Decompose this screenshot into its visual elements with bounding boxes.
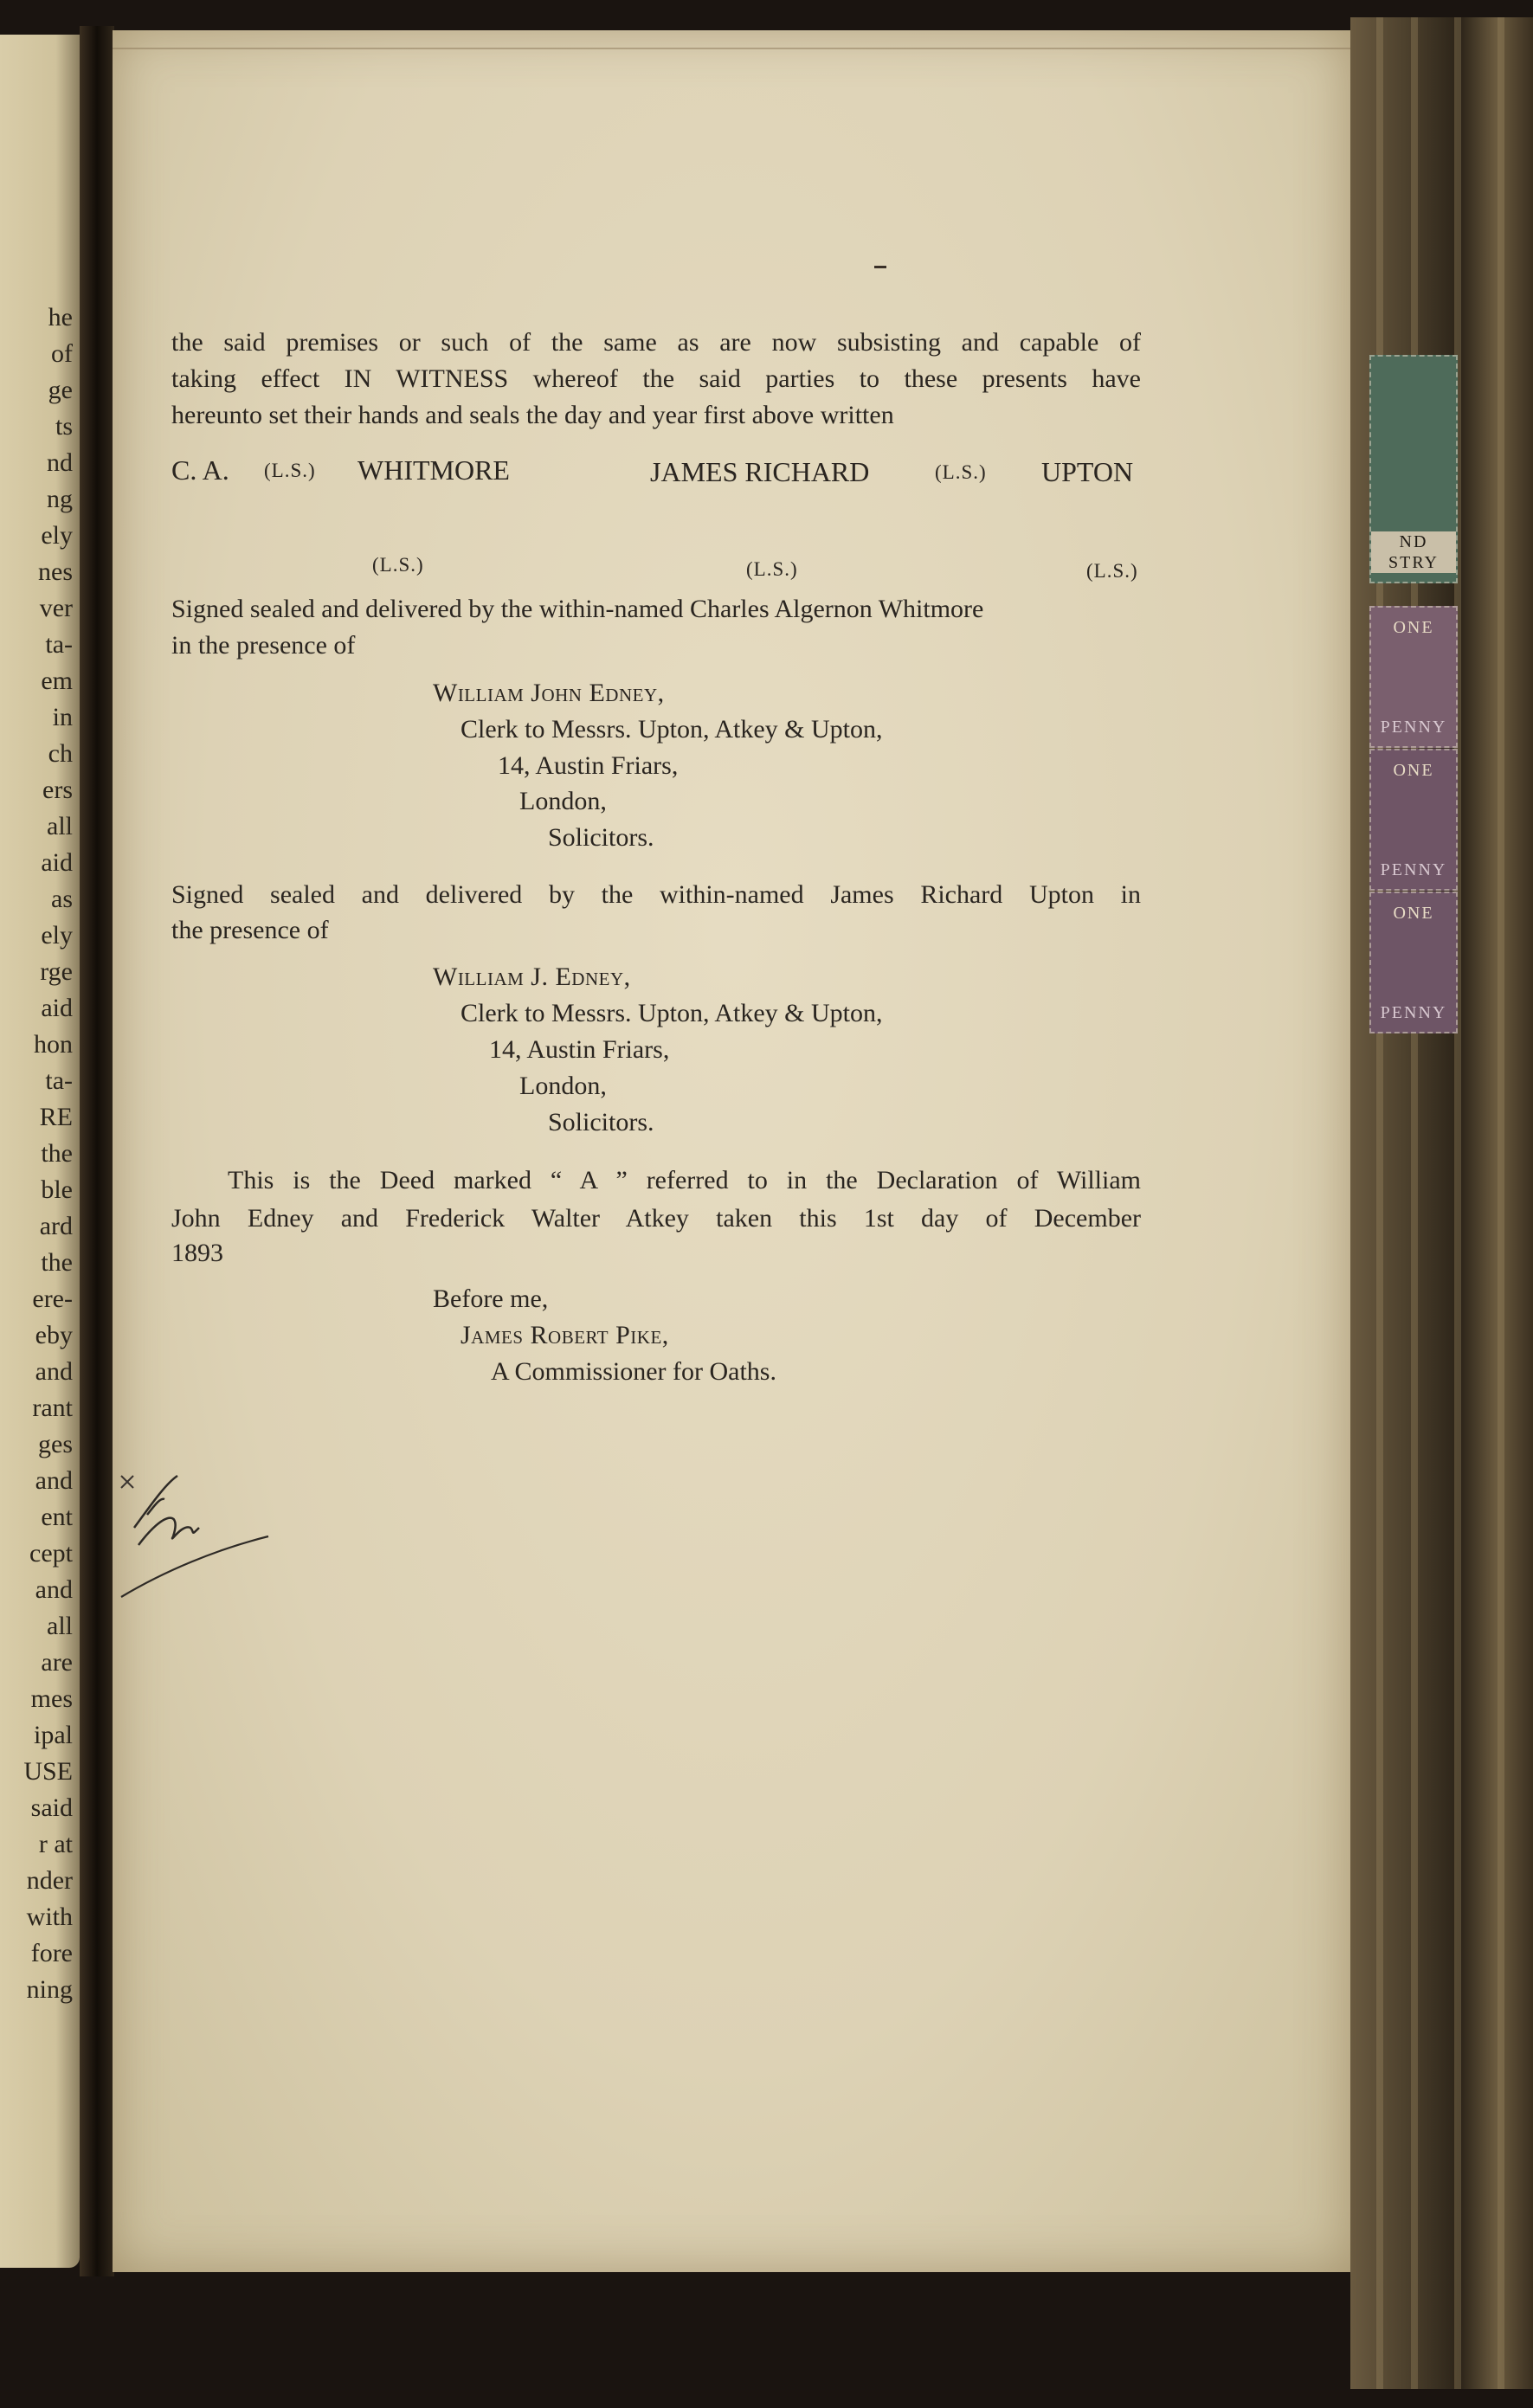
left-page-fragment: fore [30,1939,73,1967]
left-page-fragment: cept [29,1539,73,1568]
seal-mark: (L.S.) [935,461,987,483]
seal-mark: (L.S.) [1086,560,1138,582]
left-page-fragment: ges [38,1430,73,1458]
left-page-fragment: with [26,1903,73,1931]
witness-name: William John Edney, [433,679,665,707]
left-page-fragment: hon [34,1030,73,1059]
left-page-fragment: ent [41,1503,73,1531]
attestation-line: Signed sealed and delivered by the within-named Charles Algernon Whitmore [171,595,984,623]
left-page-fragment: the [41,1248,73,1277]
left-page-fragment: nder [26,1866,73,1895]
left-page-fragment: ta- [45,1066,73,1095]
left-page-fragment: and [35,1466,73,1495]
deed-text-line: hereunto set their hands and seals the day and year first above written [171,401,894,429]
stamp-value: PENNY [1380,860,1447,879]
witness-address-line: Clerk to Messrs. Upton, Atkey & Upton, [461,715,883,744]
left-page-fragment: rge [40,957,73,986]
left-page-fragment: ard [39,1212,73,1240]
left-page-fragment: ver [39,594,73,622]
attestation-line: in the presence of [171,631,356,660]
commissioner-title: A Commissioner for Oaths. [491,1357,776,1386]
seal-mark: (L.S.) [372,554,424,576]
left-page-fragment: ning [26,1975,73,2004]
left-page-fragment: ts [55,412,73,441]
left-page-fragment: ere- [32,1284,73,1313]
left-page-fragment: are [41,1648,73,1677]
signatory-surname: UPTON [1041,456,1134,487]
witness-address-line: Clerk to Messrs. Upton, Atkey & Upton, [461,999,883,1027]
revenue-stamp-green [1369,355,1458,583]
stamp-value: PENNY [1380,718,1447,737]
left-page-fragment: all [47,812,73,840]
attestation-line: Signed sealed and delivered by the within-named James Richard Upton in [171,880,1141,909]
witness-name: William J. Edney, [433,963,631,991]
seal-mark: (L.S.) [746,558,798,580]
witness-address-line: Solicitors. [548,823,654,852]
left-page-fragment: rant [32,1394,73,1422]
stamp-denomination: ONE [1393,618,1434,637]
revenue-stamp-one-penny [1369,749,1458,891]
left-facing-page [0,35,80,2268]
left-page-fragment: nes [38,557,73,586]
left-page-fragment: and [35,1357,73,1386]
left-page-fragment: USE [23,1757,73,1786]
signatory-name: JAMES RICHARD [650,456,870,487]
attestation-line: the presence of [171,916,329,944]
left-page-fragment: em [41,666,73,695]
commissioner-name: James Robert Pike, [461,1321,669,1349]
deed-page [113,30,1350,2272]
signatory-surname: WHITMORE [357,454,510,486]
left-page-fragment: all [47,1612,73,1640]
witness-address-line: 14, Austin Friars, [489,1035,670,1064]
left-page-fragment: in [52,703,73,731]
stamp-label: ND STRY [1371,531,1456,573]
left-page-fragment: ng [47,485,73,513]
left-page-fragment: aid [41,848,73,877]
book-gutter [80,26,114,2276]
declaration-line: John Edney and Frederick Walter Atkey taken this 1st day of December [171,1204,1141,1233]
signatory-initials: C. A. [171,454,229,486]
jurat-before: Before me, [433,1284,549,1313]
witness-address-line: 14, Austin Friars, [498,751,679,780]
left-page-fragment: nd [47,448,73,477]
left-page-fragment: ely [41,521,73,550]
deed-text-line: the said premises or such of the same as are now subsisting and capable of [171,328,1141,357]
revenue-stamp-one-penny [1369,892,1458,1033]
witness-address-line: London, [519,1072,607,1100]
left-page-fragment: he [48,303,73,332]
left-page-fragment: eby [35,1321,73,1349]
deed-text-line: taking effect IN WITNESS whereof the said parties to these presents have [171,364,1141,393]
left-page-fragment: ch [48,739,73,768]
declaration-line: This is the Deed marked “ A ” referred to in the Declaration of William [228,1166,1141,1194]
left-page-fragment: r at [38,1830,73,1858]
stamp-denomination: ONE [1393,761,1434,780]
witness-address-line: Solicitors. [548,1108,654,1136]
left-page-fragment: ely [41,921,73,950]
stamp-value: PENNY [1380,1003,1447,1022]
left-page-fragment: ta- [45,630,73,659]
left-page-fragment: ers [42,776,73,804]
witness-address-line: London, [519,787,607,815]
left-page-fragment: RE [39,1103,73,1131]
revenue-stamp-one-penny [1369,606,1458,748]
left-page-fragment: said [30,1793,73,1822]
left-page-fragment: ge [48,376,73,404]
left-page-fragment: ble [41,1175,73,1204]
left-page-fragment: ipal [34,1721,73,1749]
left-page-fragment: aid [41,994,73,1022]
left-page-fragment: as [51,885,73,913]
pencil-annotation [113,1450,286,1640]
seal-mark: (L.S.) [264,460,316,481]
left-page-fragment: mes [30,1684,73,1713]
left-page-fragment: of [51,339,73,368]
stamp-denomination: ONE [1393,904,1434,923]
declaration-line: 1893 [171,1239,223,1267]
page-mark [874,266,886,268]
left-page-fragment: the [41,1139,73,1168]
left-page-fragment: and [35,1575,73,1604]
